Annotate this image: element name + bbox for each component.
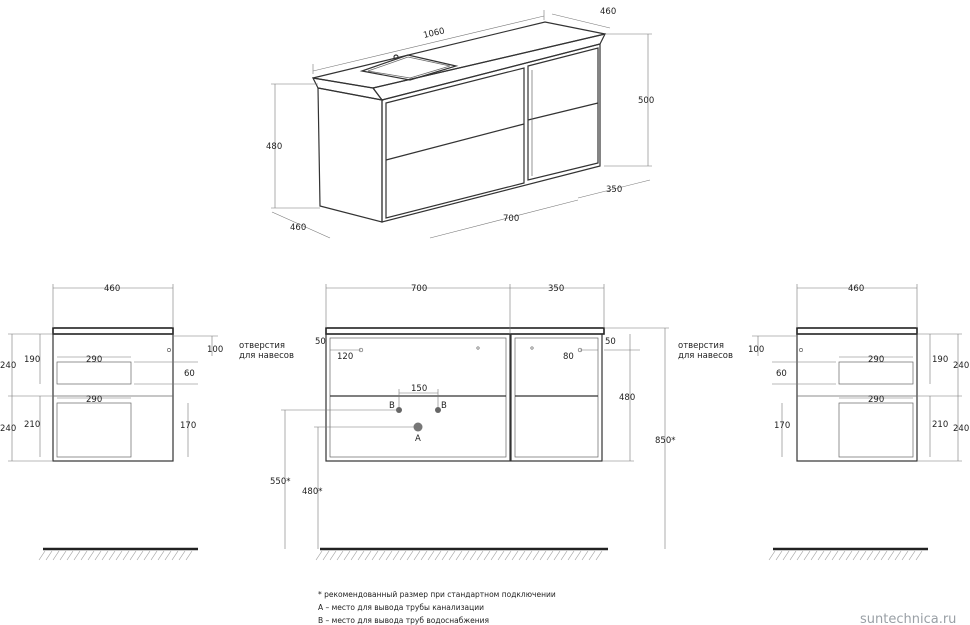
ground-hatch	[832, 551, 838, 560]
ground-hatch	[151, 551, 157, 560]
front-small-inner	[515, 338, 598, 457]
dim-500-text: 500	[638, 96, 655, 106]
ground-hatch	[116, 551, 122, 560]
iso-cabinet-left-side	[318, 88, 382, 222]
note-point-b: В – место для вывода труб водоснабжения	[318, 616, 490, 625]
right-dim-240b-text: 240	[953, 424, 970, 434]
left-dim-240a-text: 240	[0, 361, 17, 371]
ground-hatch	[323, 551, 329, 560]
ground-hatch	[846, 551, 852, 560]
ground-hatch	[839, 551, 845, 560]
ground-hatch	[916, 551, 922, 560]
ground-hatch	[463, 551, 469, 560]
ground-hatch	[790, 551, 796, 560]
ground-hatch	[825, 551, 831, 560]
ground-hatch	[74, 551, 80, 560]
ground-hatch	[519, 551, 525, 560]
right-countertop	[797, 328, 917, 334]
front-hole-mid	[477, 347, 479, 349]
front-dim-700-text: 700	[411, 284, 428, 294]
ground-hatch	[137, 551, 143, 560]
ground-hatch	[60, 551, 66, 560]
note-recommended: * рекомендованный размер при стандартном подключении	[318, 590, 556, 599]
front-countertop	[326, 328, 604, 334]
right-dim-290a-text: 290	[868, 355, 885, 365]
ground-hatch	[428, 551, 434, 560]
ground-hatch	[379, 551, 385, 560]
ground-hatch	[88, 551, 94, 560]
right-shelf-lower	[839, 403, 913, 457]
dim-460-top-text: 460	[600, 7, 617, 17]
right-dim-60-text: 60	[776, 369, 787, 379]
ground-hatch	[53, 551, 59, 560]
ground-hatch	[102, 551, 108, 560]
ground-hatch	[414, 551, 420, 560]
ground-hatch	[351, 551, 357, 560]
ground-hatch	[130, 551, 136, 560]
holes-right-line2: для навесов	[678, 351, 734, 361]
ground-hatch	[554, 551, 560, 560]
ground-hatch	[909, 551, 915, 560]
ground-hatch	[393, 551, 399, 560]
ground-hatch	[867, 551, 873, 560]
ground-hatch	[881, 551, 887, 560]
front-dim-350-text: 350	[548, 284, 565, 294]
ground-hatch	[512, 551, 518, 560]
iso-countertop-side-edge	[373, 34, 605, 100]
ground-hatch	[123, 551, 129, 560]
ground-hatch	[895, 551, 901, 560]
ground-hatch	[533, 551, 539, 560]
front-dim-50-left-text: 50	[315, 337, 326, 347]
left-cabinet-body	[53, 334, 173, 461]
ground-hatch	[316, 551, 322, 560]
ground-hatch	[540, 551, 546, 560]
notes	[318, 590, 556, 625]
right-dim-100-text: 100	[748, 345, 765, 355]
ground-hatch	[596, 551, 602, 560]
dim-700-iso-text: 700	[503, 214, 520, 224]
right-side-view	[748, 284, 969, 461]
ground-hatch	[67, 551, 73, 560]
ground-hatch	[874, 551, 880, 560]
dim-460-bottom-text: 460	[290, 223, 307, 233]
front-view	[270, 284, 675, 549]
holes-left-line1: отверстия	[239, 341, 286, 351]
ground-hatch	[442, 551, 448, 560]
ground-hatch	[95, 551, 101, 560]
iso-big-drawer-split	[386, 124, 524, 160]
note-point-a: А – место для вывода трубы канализации	[318, 603, 485, 612]
ground-hatch	[186, 551, 192, 560]
front-dim-120-text: 120	[337, 352, 354, 362]
ground-hatch	[386, 551, 392, 560]
ground-hatch	[860, 551, 866, 560]
ground-hatch	[776, 551, 782, 560]
right-shelf-upper	[839, 362, 913, 384]
left-dim-100-text: 100	[207, 345, 224, 355]
ground-hatch	[456, 551, 462, 560]
hang-hole-label-left	[239, 341, 294, 361]
watermark: suntechnica.ru	[860, 612, 957, 625]
ground-hatch	[575, 551, 581, 560]
label-b-left: В	[389, 401, 395, 411]
ground-hatch	[337, 551, 343, 560]
ground-hatch	[400, 551, 406, 560]
ground-hatch	[372, 551, 378, 560]
ground-hatch	[477, 551, 483, 560]
dim-480-iso-text: 480	[266, 142, 283, 152]
right-dim-460-text: 460	[848, 284, 865, 294]
ground-hatch	[818, 551, 824, 560]
left-dim-210-text: 210	[24, 420, 41, 430]
ground-hatch	[568, 551, 574, 560]
ground-hatch	[144, 551, 150, 560]
ground-hatch	[435, 551, 441, 560]
right-dim-290b-text: 290	[868, 395, 885, 405]
right-dim-210-text: 210	[932, 420, 949, 430]
ground-hatch	[582, 551, 588, 560]
ground-right	[769, 549, 928, 560]
ground-hatch	[902, 551, 908, 560]
ground-hatch	[589, 551, 595, 560]
iso-countertop-top	[313, 22, 605, 88]
ground-hatch	[365, 551, 371, 560]
front-dim-480-text: 480	[619, 393, 636, 403]
ground-hatch	[344, 551, 350, 560]
left-dim-240b-text: 240	[0, 424, 17, 434]
left-dim-290b-text: 290	[86, 395, 103, 405]
holes-right-line1: отверстия	[678, 341, 725, 351]
right-dim-170-text: 170	[774, 421, 791, 431]
ground-hatch	[491, 551, 497, 560]
ground-left	[39, 549, 198, 560]
ground-hatch	[853, 551, 859, 560]
ground-hatch	[470, 551, 476, 560]
left-shelf-lower	[57, 403, 131, 457]
dim-1060-line	[313, 16, 544, 71]
left-shelf-upper	[57, 362, 131, 384]
ground-hatch	[888, 551, 894, 560]
right-dim-240a-text: 240	[953, 361, 970, 371]
front-dim-550-text: 550*	[270, 477, 291, 487]
front-small-module	[511, 334, 602, 461]
ground-hatch	[39, 551, 45, 560]
ground-hatch	[109, 551, 115, 560]
iso-sink-basin	[362, 55, 456, 80]
front-dim-150-text: 150	[411, 384, 428, 394]
label-b-right: В	[441, 401, 447, 411]
ground-hatch	[421, 551, 427, 560]
ground-hatch	[811, 551, 817, 560]
dim-350-iso-text: 350	[606, 185, 623, 195]
dim-1060-text: 1060	[422, 26, 446, 41]
ground-hatch	[484, 551, 490, 560]
ground-hatch	[804, 551, 810, 560]
iso-small-module	[528, 48, 598, 180]
ground-hatch	[358, 551, 364, 560]
ground-hatch	[783, 551, 789, 560]
ground-hatch	[81, 551, 87, 560]
iso-small-drawer-split	[528, 103, 598, 120]
right-hang-hole	[799, 348, 802, 351]
iso-big-module	[386, 68, 524, 218]
iso-faucet-hole	[394, 55, 398, 59]
ground-hatch	[46, 551, 52, 560]
left-countertop	[53, 328, 173, 334]
ground-hatch	[547, 551, 553, 560]
ground-hatch	[172, 551, 178, 560]
ground-hatch	[330, 551, 336, 560]
left-hang-hole	[167, 348, 170, 351]
ground-hatch	[769, 551, 775, 560]
hang-hole-label-right	[678, 341, 733, 361]
label-a: А	[415, 434, 421, 444]
ground-hatch	[179, 551, 185, 560]
isometric-view	[266, 7, 654, 238]
right-cabinet-body	[797, 334, 917, 461]
right-dim-190-text: 190	[932, 355, 949, 365]
ground-hatch	[797, 551, 803, 560]
front-dim-80-text: 80	[563, 352, 574, 362]
ground-hatch	[561, 551, 567, 560]
ground-hatch	[407, 551, 413, 560]
ground-hatch	[165, 551, 171, 560]
left-dim-170-text: 170	[180, 421, 197, 431]
ground-hatch	[158, 551, 164, 560]
left-dim-190-text: 190	[24, 355, 41, 365]
ground-hatch	[449, 551, 455, 560]
ground-center	[316, 549, 608, 560]
front-dim-850-text: 850*	[655, 436, 676, 446]
ground-hatch	[526, 551, 532, 560]
left-dim-60-text: 60	[184, 369, 195, 379]
holes-left-line2: для навесов	[239, 351, 295, 361]
left-dim-290a-text: 290	[86, 355, 103, 365]
ground-hatch	[505, 551, 511, 560]
front-hole-small	[531, 347, 533, 349]
front-dim-50-right-text: 50	[605, 337, 616, 347]
front-dim-480s-text: 480*	[302, 487, 323, 497]
left-dim-460-text: 460	[104, 284, 121, 294]
ground-hatch	[498, 551, 504, 560]
left-side-view	[0, 284, 223, 461]
